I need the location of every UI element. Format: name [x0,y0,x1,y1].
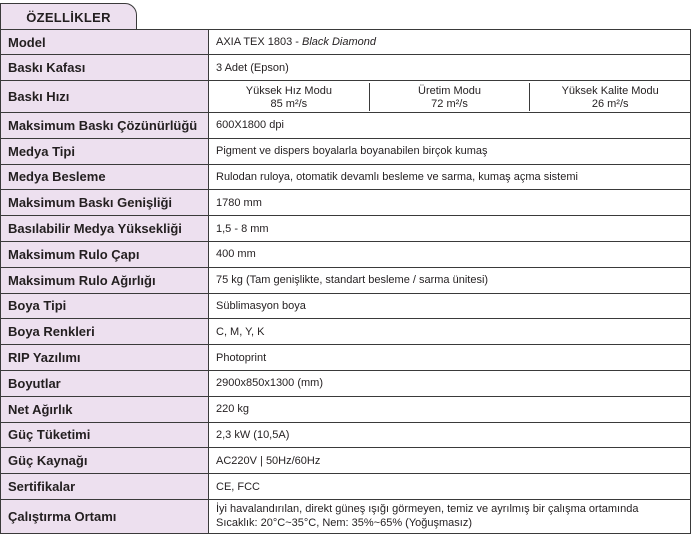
table-row [1,55,691,81]
row-label-print-speed: Baskı Hızı [1,81,209,113]
table-row [1,267,691,293]
row-label: RIP Yazılımı [1,345,209,371]
row-label: Maksimum Rulo Ağırlığı [1,267,209,293]
speed-mode-production [369,83,530,111]
row-label: Boya Renkleri [1,319,209,345]
table-row [1,396,691,422]
speed-mode-high-speed [209,83,369,111]
row-label: Net Ağırlık [1,396,209,422]
speed-mode-name: Yüksek Hız Modu [245,84,332,97]
section-tab-specs: ÖZELLİKLER [0,3,137,30]
row-value: 400 mm [209,241,691,267]
row-label-environment: Çalıştırma Ortamı [1,499,209,533]
row-label-print-head: Baskı Kafası [1,55,209,81]
row-value: Pigment ve dispers boyalarla boyanabilen birçok kumaş [209,138,691,164]
environment-line-2: Sıcaklık: 20°C~35°C, Nem: 35%~65% (Yoğuşmasız) [216,517,473,530]
table-row [1,499,691,533]
table-row [1,81,691,113]
row-value: CE, FCC [209,474,691,500]
table-row [1,113,691,139]
table-row [1,345,691,371]
row-value: 1780 mm [209,190,691,216]
spec-table [0,29,691,534]
model-variant: Black Diamond [302,36,376,48]
table-row [1,216,691,242]
row-value: 2,3 kW (10,5A) [209,422,691,448]
table-row [1,370,691,396]
table-row [1,474,691,500]
row-label: Medya Tipi [1,138,209,164]
row-label: Güç Tüketimi [1,422,209,448]
table-row [1,241,691,267]
row-value: 1,5 - 8 mm [209,216,691,242]
table-row [1,164,691,190]
row-value: Rulodan ruloya, otomatik devamlı besleme ve sarma, kumaş açma sistemi [209,164,691,190]
row-value-environment [209,499,691,533]
table-row [1,422,691,448]
row-value: AC220V | 50Hz/60Hz [209,448,691,474]
table-row [1,30,691,55]
row-label: Medya Besleme [1,164,209,190]
row-value-print-speed [209,81,691,113]
speed-mode-name: Yüksek Kalite Modu [561,84,659,97]
speed-mode-value: 85 m²/s [270,97,308,110]
row-label: Boyutlar [1,370,209,396]
row-label: Boya Tipi [1,293,209,319]
row-value: 75 kg (Tam genişlikte, standart besleme / sarma ünitesi) [209,267,691,293]
table-row [1,138,691,164]
table-row [1,319,691,345]
speed-mode-value: 26 m²/s [591,97,629,110]
speed-mode-high-quality [529,83,690,111]
row-value-model: AXIA TEX 1803 - Black Diamond [209,30,691,55]
row-value: 220 kg [209,396,691,422]
row-value: Süblimasyon boya [209,293,691,319]
row-value: 600X1800 dpi [209,113,691,139]
row-label: Maksimum Rulo Çapı [1,241,209,267]
row-value: Photoprint [209,345,691,371]
speed-mode-name: Üretim Modu [418,84,481,97]
row-label-model: Model [1,30,209,55]
table-row [1,293,691,319]
row-label: Sertifikalar [1,474,209,500]
table-row [1,448,691,474]
environment-line-1: İyi havalandırılan, direkt güneş ışığı görmeyen, temiz ve ayrılmış bir çalışma ortamında [216,503,639,516]
speed-mode-value: 72 m²/s [431,97,468,110]
row-value: C, M, Y, K [209,319,691,345]
row-label: Maksimum Baskı Çözünürlüğü [1,113,209,139]
row-value-print-head: 3 Adet (Epson) [209,55,691,81]
row-value: 2900x850x1300 (mm) [209,370,691,396]
table-row [1,190,691,216]
row-label: Basılabilir Medya Yüksekliği [1,216,209,242]
row-label: Güç Kaynağı [1,448,209,474]
row-label: Maksimum Baskı Genişliği [1,190,209,216]
